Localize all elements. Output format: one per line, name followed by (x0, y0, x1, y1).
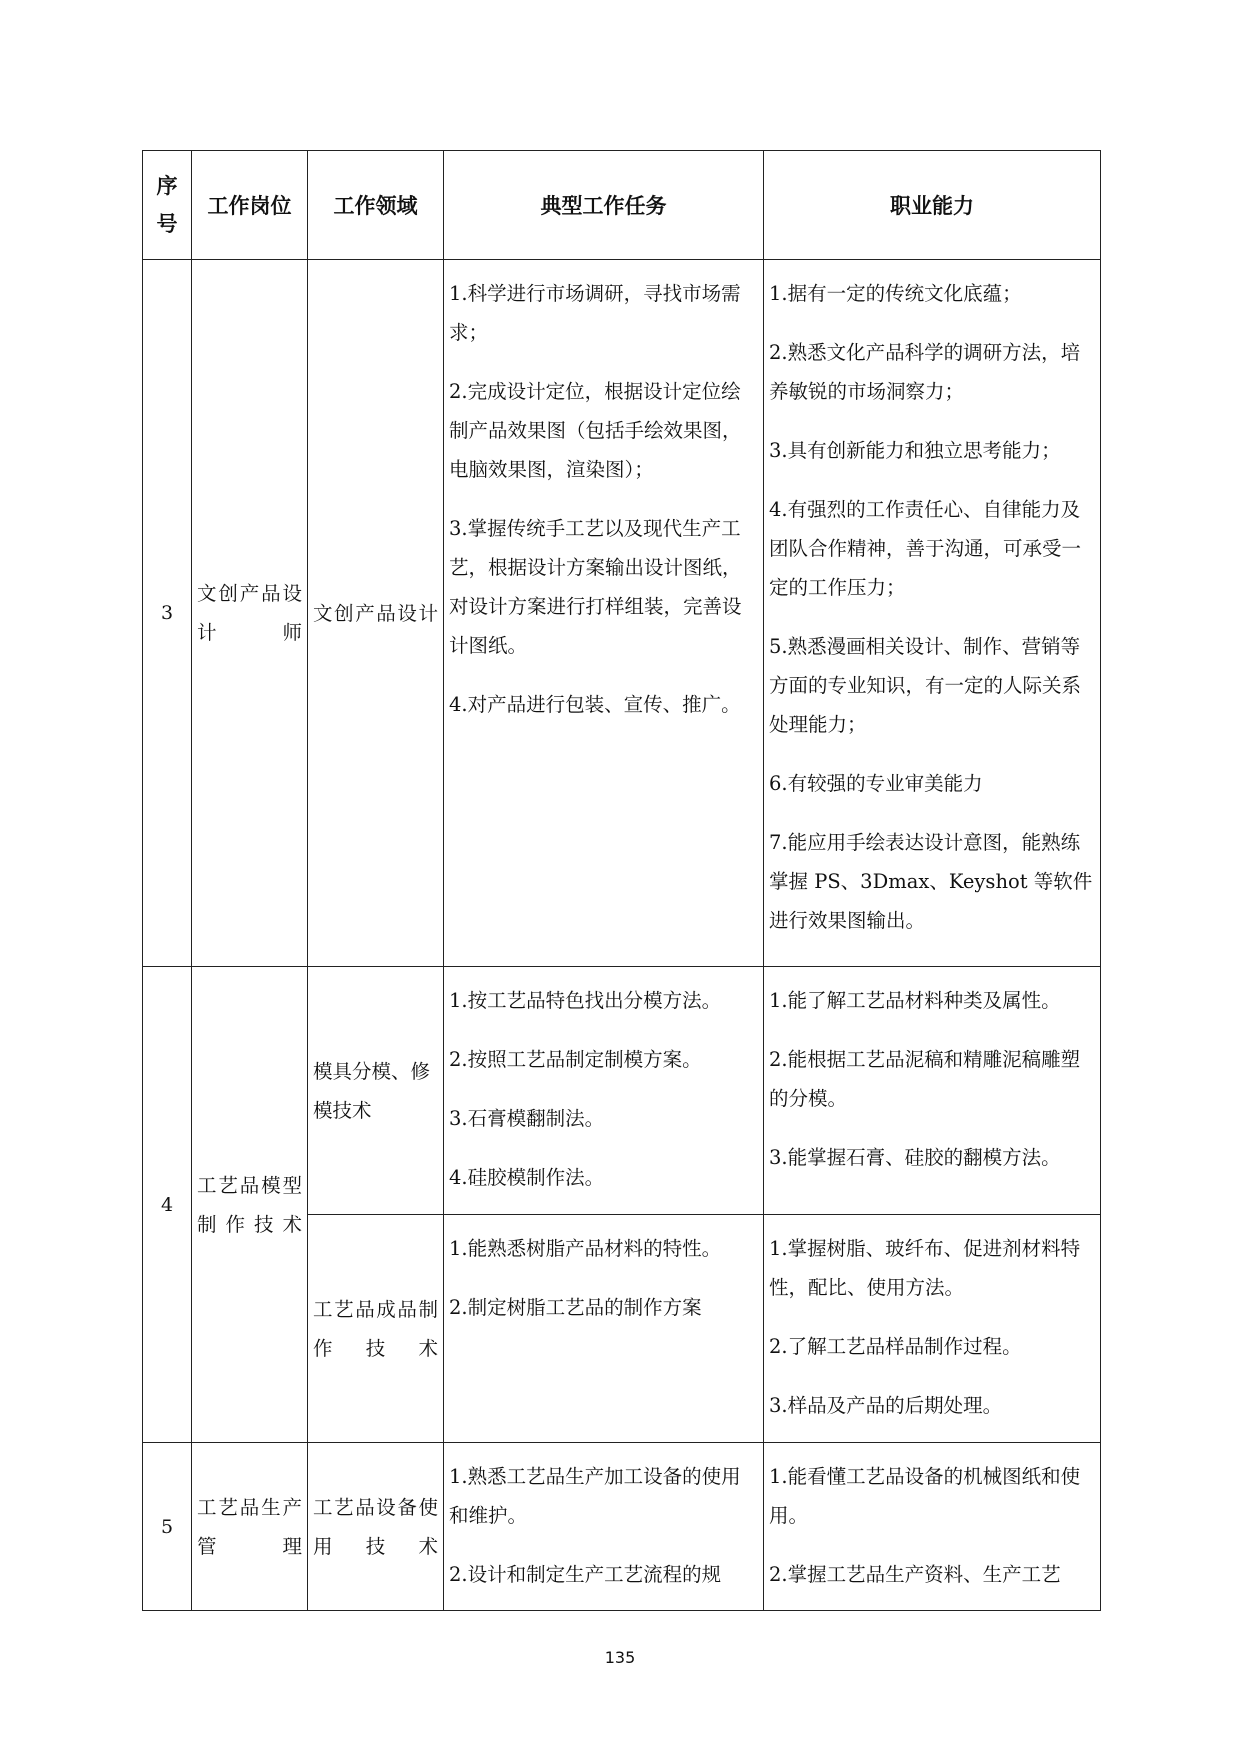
row-tasks (444, 1443, 764, 1611)
ability-item: 2.能根据工艺品泥稿和精雕泥稿雕塑的分模。 (769, 1048, 1081, 1110)
ability-item: 3.样品及产品的后期处理。 (769, 1394, 1003, 1417)
table-header-row (143, 151, 1101, 260)
header-seq (143, 151, 192, 260)
task-item: 1.能熟悉树脂产品材料的特性。 (449, 1237, 722, 1260)
task-item: 1.熟悉工艺品生产加工设备的使用和维护。 (449, 1465, 741, 1527)
row-abilities (764, 1443, 1101, 1611)
row-domain: 文创产品设计 (308, 260, 444, 967)
row-position: 工艺品生产管理 (192, 1443, 308, 1611)
task-item: 2.完成设计定位，根据设计定位绘制产品效果图（包括手绘效果图，电脑效果图，渲染图）； (449, 380, 742, 481)
header-seq-line2: 号 (156, 212, 178, 236)
ability-item: 7.能应用手绘表达设计意图，能熟练掌握 PS、3Dmax、Keyshot 等软件进行效果图输出。 (769, 831, 1093, 932)
ability-item: 2.掌握工艺品生产资料、生产工艺 (769, 1563, 1061, 1586)
table-row (143, 967, 1101, 1215)
ability-item: 5.熟悉漫画相关设计、制作、营销等方面的专业知识，有一定的人际关系处理能力； (769, 635, 1082, 736)
row-abilities (764, 1215, 1101, 1443)
row-domain: 工艺品设备使用技术 (308, 1443, 444, 1611)
task-item: 3.掌握传统手工艺以及现代生产工艺，根据设计方案输出设计图纸，对设计方案进行打样组装，完善设计图纸。 (449, 517, 742, 657)
row-abilities (764, 967, 1101, 1215)
job-ability-table (142, 150, 1101, 1611)
ability-item: 6.有较强的专业审美能力 (769, 772, 983, 795)
ability-item: 4.有强烈的工作责任心、自律能力及团队合作精神，善于沟通，可承受一定的工作压力； (769, 498, 1082, 599)
ability-item: 2.熟悉文化产品科学的调研方法，培养敏锐的市场洞察力； (769, 341, 1081, 403)
header-seq-line1: 序 (156, 174, 178, 198)
ability-item: 1.能了解工艺品材料种类及属性。 (769, 989, 1061, 1012)
row-position: 工艺品模型制作技术 (192, 967, 308, 1443)
ability-item: 2.了解工艺品样品制作过程。 (769, 1335, 1022, 1358)
header-tasks: 典型工作任务 (444, 151, 764, 260)
row-domain: 工艺品成品制作技术 (308, 1215, 444, 1443)
row-tasks (444, 260, 764, 967)
row-seq: 3 (143, 260, 192, 967)
row-domain: 模具分模、修模技术 (308, 967, 444, 1215)
row-seq: 5 (143, 1443, 192, 1611)
header-position: 工作岗位 (192, 151, 308, 260)
row-abilities (764, 260, 1101, 967)
header-abilities: 职业能力 (764, 151, 1101, 260)
table-row (143, 1443, 1101, 1611)
ability-item: 3.能掌握石膏、硅胶的翻模方法。 (769, 1146, 1061, 1169)
ability-item: 1.能看懂工艺品设备的机械图纸和使用。 (769, 1465, 1081, 1527)
row-tasks (444, 1215, 764, 1443)
table-row (143, 260, 1101, 967)
task-item: 1.按工艺品特色找出分模方法。 (449, 989, 722, 1012)
page-number: 135 (604, 1648, 636, 1667)
task-item: 1.科学进行市场调研，寻找市场需求； (449, 282, 741, 344)
ability-item: 3.具有创新能力和独立思考能力； (769, 439, 1061, 462)
task-item: 3.石膏模翻制法。 (449, 1107, 605, 1130)
task-item: 2.制定树脂工艺品的制作方案 (449, 1296, 702, 1319)
row-position: 文创产品设计师 (192, 260, 308, 967)
task-item: 2.设计和制定生产工艺流程的规 (449, 1563, 722, 1586)
ability-item: 1.据有一定的传统文化底蕴； (769, 282, 1022, 305)
row-seq: 4 (143, 967, 192, 1443)
row-tasks (444, 967, 764, 1215)
task-item: 4.硅胶模制作法。 (449, 1166, 605, 1189)
ability-item: 1.掌握树脂、玻纤布、促进剂材料特性，配比、使用方法。 (769, 1237, 1081, 1299)
header-domain: 工作领域 (308, 151, 444, 260)
task-item: 4.对产品进行包装、宣传、推广。 (449, 693, 741, 716)
page-content (142, 150, 1100, 1611)
task-item: 2.按照工艺品制定制模方案。 (449, 1048, 702, 1071)
